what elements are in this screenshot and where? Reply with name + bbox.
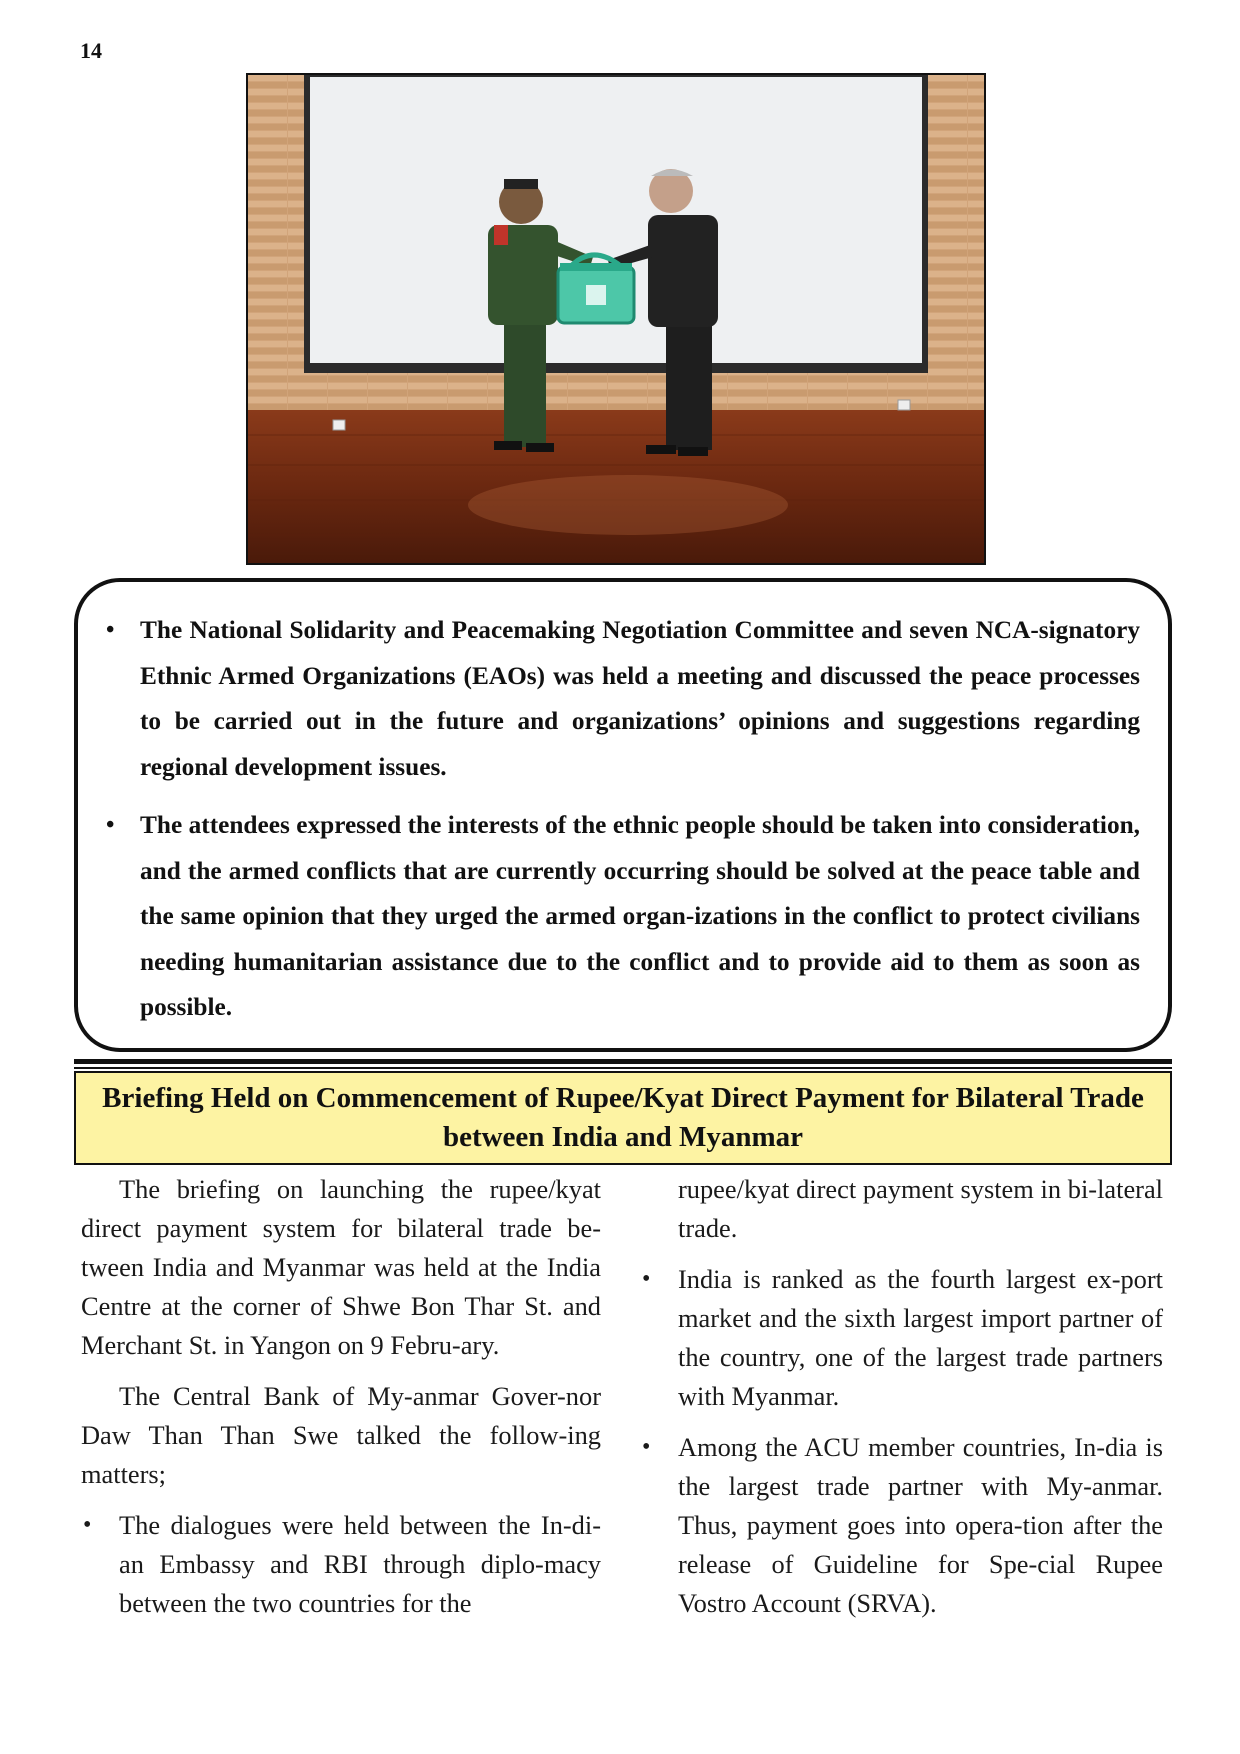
meeting-photo: [246, 73, 986, 565]
article-bullet-continuation: rupee/kyat direct payment system in bi-lateral trade.: [678, 1174, 1163, 1243]
summary-list: [106, 608, 1140, 1031]
article-bullet: • Among the ACU member countries, In-dia is the largest trade partner with My-anmar. Thus, payment goes into opera-tion after the release of Guideline for Spe-cial Rupee Vostro Account (SRVA).: [640, 1428, 1163, 1623]
article-paragraph: The Central Bank of My-anmar Gover-nor Daw Than Than Swe talked the follow-ing matters;: [81, 1381, 601, 1489]
article-bullet: • The dialogues were held between the In-di-an Embassy and RBI through diplo-macy between the two countries for the: [81, 1506, 601, 1623]
summary-item: • The National Solidarity and Peacemaking Negotiation Committee and seven NCA-signatory Ethnic Armed Organizations (EAOs) was held a meeting and discussed the peace processes to be carried out in the future and organizations’ opinions and suggestions regarding regional development issues.: [106, 608, 1140, 790]
article-right-column: [640, 1170, 1163, 1635]
article-headline-box: [74, 1071, 1172, 1165]
article-left-column: [81, 1170, 601, 1635]
summary-box: [74, 578, 1172, 1052]
page-number: 14: [80, 38, 102, 63]
summary-item: • The attendees expressed the interests of the ethnic people should be taken into consideration, and the armed conflicts that are currently occurring should be solved at the peace table and the same opinion that they urged the armed organ-izations in the conflict to protect civilians needing humanitarian assistance due to the conflict and to provide aid to them as soon as possible.: [106, 803, 1140, 1031]
article-paragraph: The briefing on launching the rupee/kyat direct payment system for bilateral trade be-tween India and Myanmar was held at the India Centre at the corner of Shwe Bon Thar St. and Merchant St. in Yangon on 9 Febru-ary.: [81, 1174, 601, 1360]
divider-rule-thin: [74, 1067, 1172, 1069]
article-headline: Briefing Held on Commencement of Rupee/Kyat Direct Payment for Bilateral Trade between India and Myanmar: [102, 1082, 1144, 1153]
article-bullet: • India is ranked as the fourth largest ex-port market and the sixth largest import partner of the country, one of the largest trade partners with Myanmar.: [640, 1260, 1163, 1416]
divider-rule: [74, 1059, 1172, 1064]
